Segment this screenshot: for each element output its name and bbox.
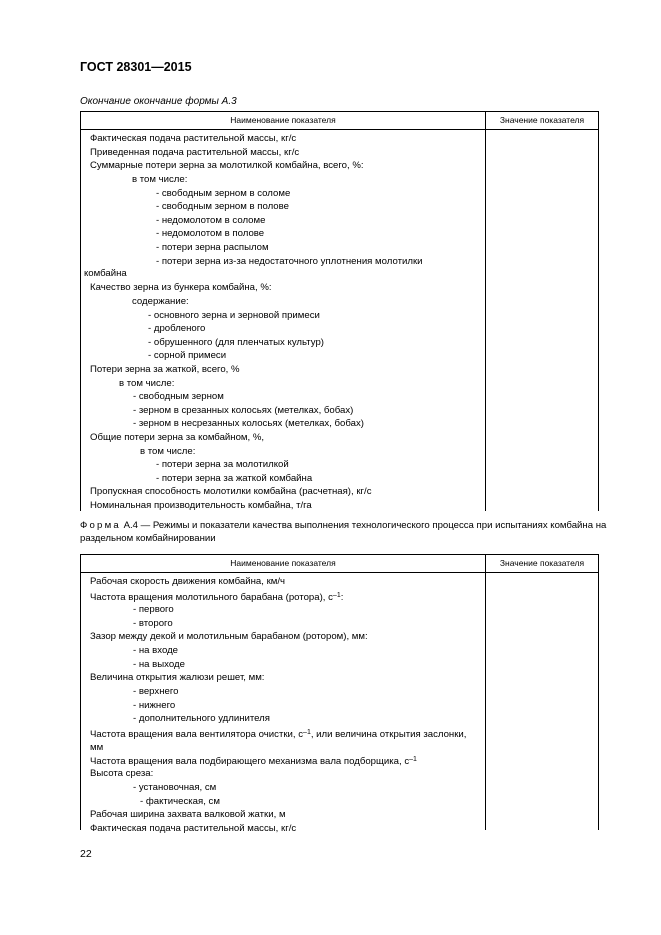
table-row: - нижнего (133, 700, 176, 711)
table-row: Потери зерна за жаткой, всего, % (90, 364, 240, 375)
form-a4-table (80, 554, 599, 834)
table-row: - сорной примеси (148, 350, 227, 361)
table-row: Величина открытия жалюзи решет, мм: (90, 672, 265, 683)
table-row (90, 589, 343, 604)
table-row: - обрушенного (для пленчатых культур) (148, 337, 324, 348)
form-a4-title (80, 519, 620, 545)
table-row: Рабочая скорость движения комбайна, км/ч (90, 576, 286, 587)
table-row: - первого (133, 604, 174, 615)
table-row: - установочная, см (133, 782, 217, 793)
table-row: в том числе: (132, 174, 188, 185)
column-divider (485, 129, 486, 511)
table-row: Приведенная подача растительной массы, кг/с (90, 147, 300, 158)
table-row: Номинальная производительность комбайна, т/га (90, 500, 312, 511)
column-header-value: Значение показателя (499, 558, 585, 568)
table-row: в том числе: (119, 378, 175, 389)
form-a3-table (80, 111, 599, 511)
column-divider (485, 572, 486, 830)
table-row (90, 753, 417, 768)
superscript: –1 (303, 729, 311, 736)
table-row (90, 726, 480, 754)
table-row: - на выходе (133, 659, 185, 670)
table-row: - потери зерна распылом (156, 242, 269, 253)
table-row: комбайна (84, 268, 127, 279)
table-row: - свободным зерном в соломе (156, 188, 291, 199)
column-header-name: Наименование показателя (81, 112, 486, 129)
page-number: 22 (80, 848, 92, 860)
table-header (80, 554, 599, 573)
row-text: Частота вращения молотильного барабана (ротора), с (90, 592, 333, 603)
table-body (80, 572, 599, 834)
table-row: - свободным зерном в полове (156, 201, 289, 212)
table-row: - потери зерна за молотилкой (156, 459, 289, 470)
form-a4-title-text: А.4 — Режимы и показатели качества выполнения технологического процесса при испытаниях комбайна на раздельном комбайнировании (80, 520, 607, 544)
table-row: - фактическая, см (140, 796, 220, 807)
form-a3-caption: Окончание окончание формы А.3 (80, 96, 237, 107)
table-row: - зерном в несрезанных колосьях (метелках, бобах) (133, 418, 364, 429)
row-text: , или величина открытия заслонки, мм (90, 729, 467, 753)
form-a4-title-prefix: Форма (80, 520, 121, 531)
document-header: ГОСТ 28301—2015 (80, 60, 192, 74)
table-row: - верхнего (133, 686, 179, 697)
table-row: Рабочая ширина захвата валковой жатки, м (90, 809, 286, 820)
table-row: - основного зерна и зерновой примеси (148, 310, 320, 321)
table-row: Пропускная способность молотилки комбайна (расчетная), кг/с (90, 486, 372, 497)
table-body (80, 129, 599, 511)
superscript: –1 (409, 756, 417, 763)
table-row: - потери зерна за жаткой комбайна (156, 473, 313, 484)
table-row: Фактическая подача растительной массы, кг/с (90, 823, 297, 834)
table-row: - свободным зерном (133, 391, 224, 402)
row-text: Частота вращения вала подбирающего механизма вала подборщика, с (90, 756, 410, 767)
table-row: Суммарные потери зерна за молотилкой комбайна, всего, %: (90, 160, 364, 171)
table-row: - недомолотом в полове (156, 228, 265, 239)
table-row: Общие потери зерна за комбайном, %, (90, 432, 265, 443)
column-header-value: Значение показателя (499, 115, 585, 125)
table-row: - второго (133, 618, 173, 629)
table-row: - на входе (133, 645, 179, 656)
table-row: Качество зерна из бункера комбайна, %: (90, 282, 272, 293)
table-row: - недомолотом в соломе (156, 215, 266, 226)
row-text: : (340, 592, 344, 603)
table-row: содержание: (132, 296, 189, 307)
table-row: Фактическая подача растительной массы, кг/с (90, 133, 297, 144)
table-header (80, 111, 599, 130)
table-row: - дробленого (148, 323, 206, 334)
table-row: - дополнительного удлинителя (133, 713, 270, 724)
table-row: Зазор между декой и молотильным барабаном (ротором), мм: (90, 631, 368, 642)
superscript: –1 (332, 592, 341, 599)
row-text: Частота вращения вала вентилятора очистки, с (90, 729, 304, 740)
table-row: Высота среза: (90, 768, 154, 779)
table-row: - зерном в срезанных колосьях (метелках, бобах) (133, 405, 354, 416)
table-row: в том числе: (140, 446, 196, 457)
table-row: - потери зерна из-за недостаточного уплотнения молотилки (156, 256, 423, 267)
column-header-name: Наименование показателя (81, 555, 486, 572)
